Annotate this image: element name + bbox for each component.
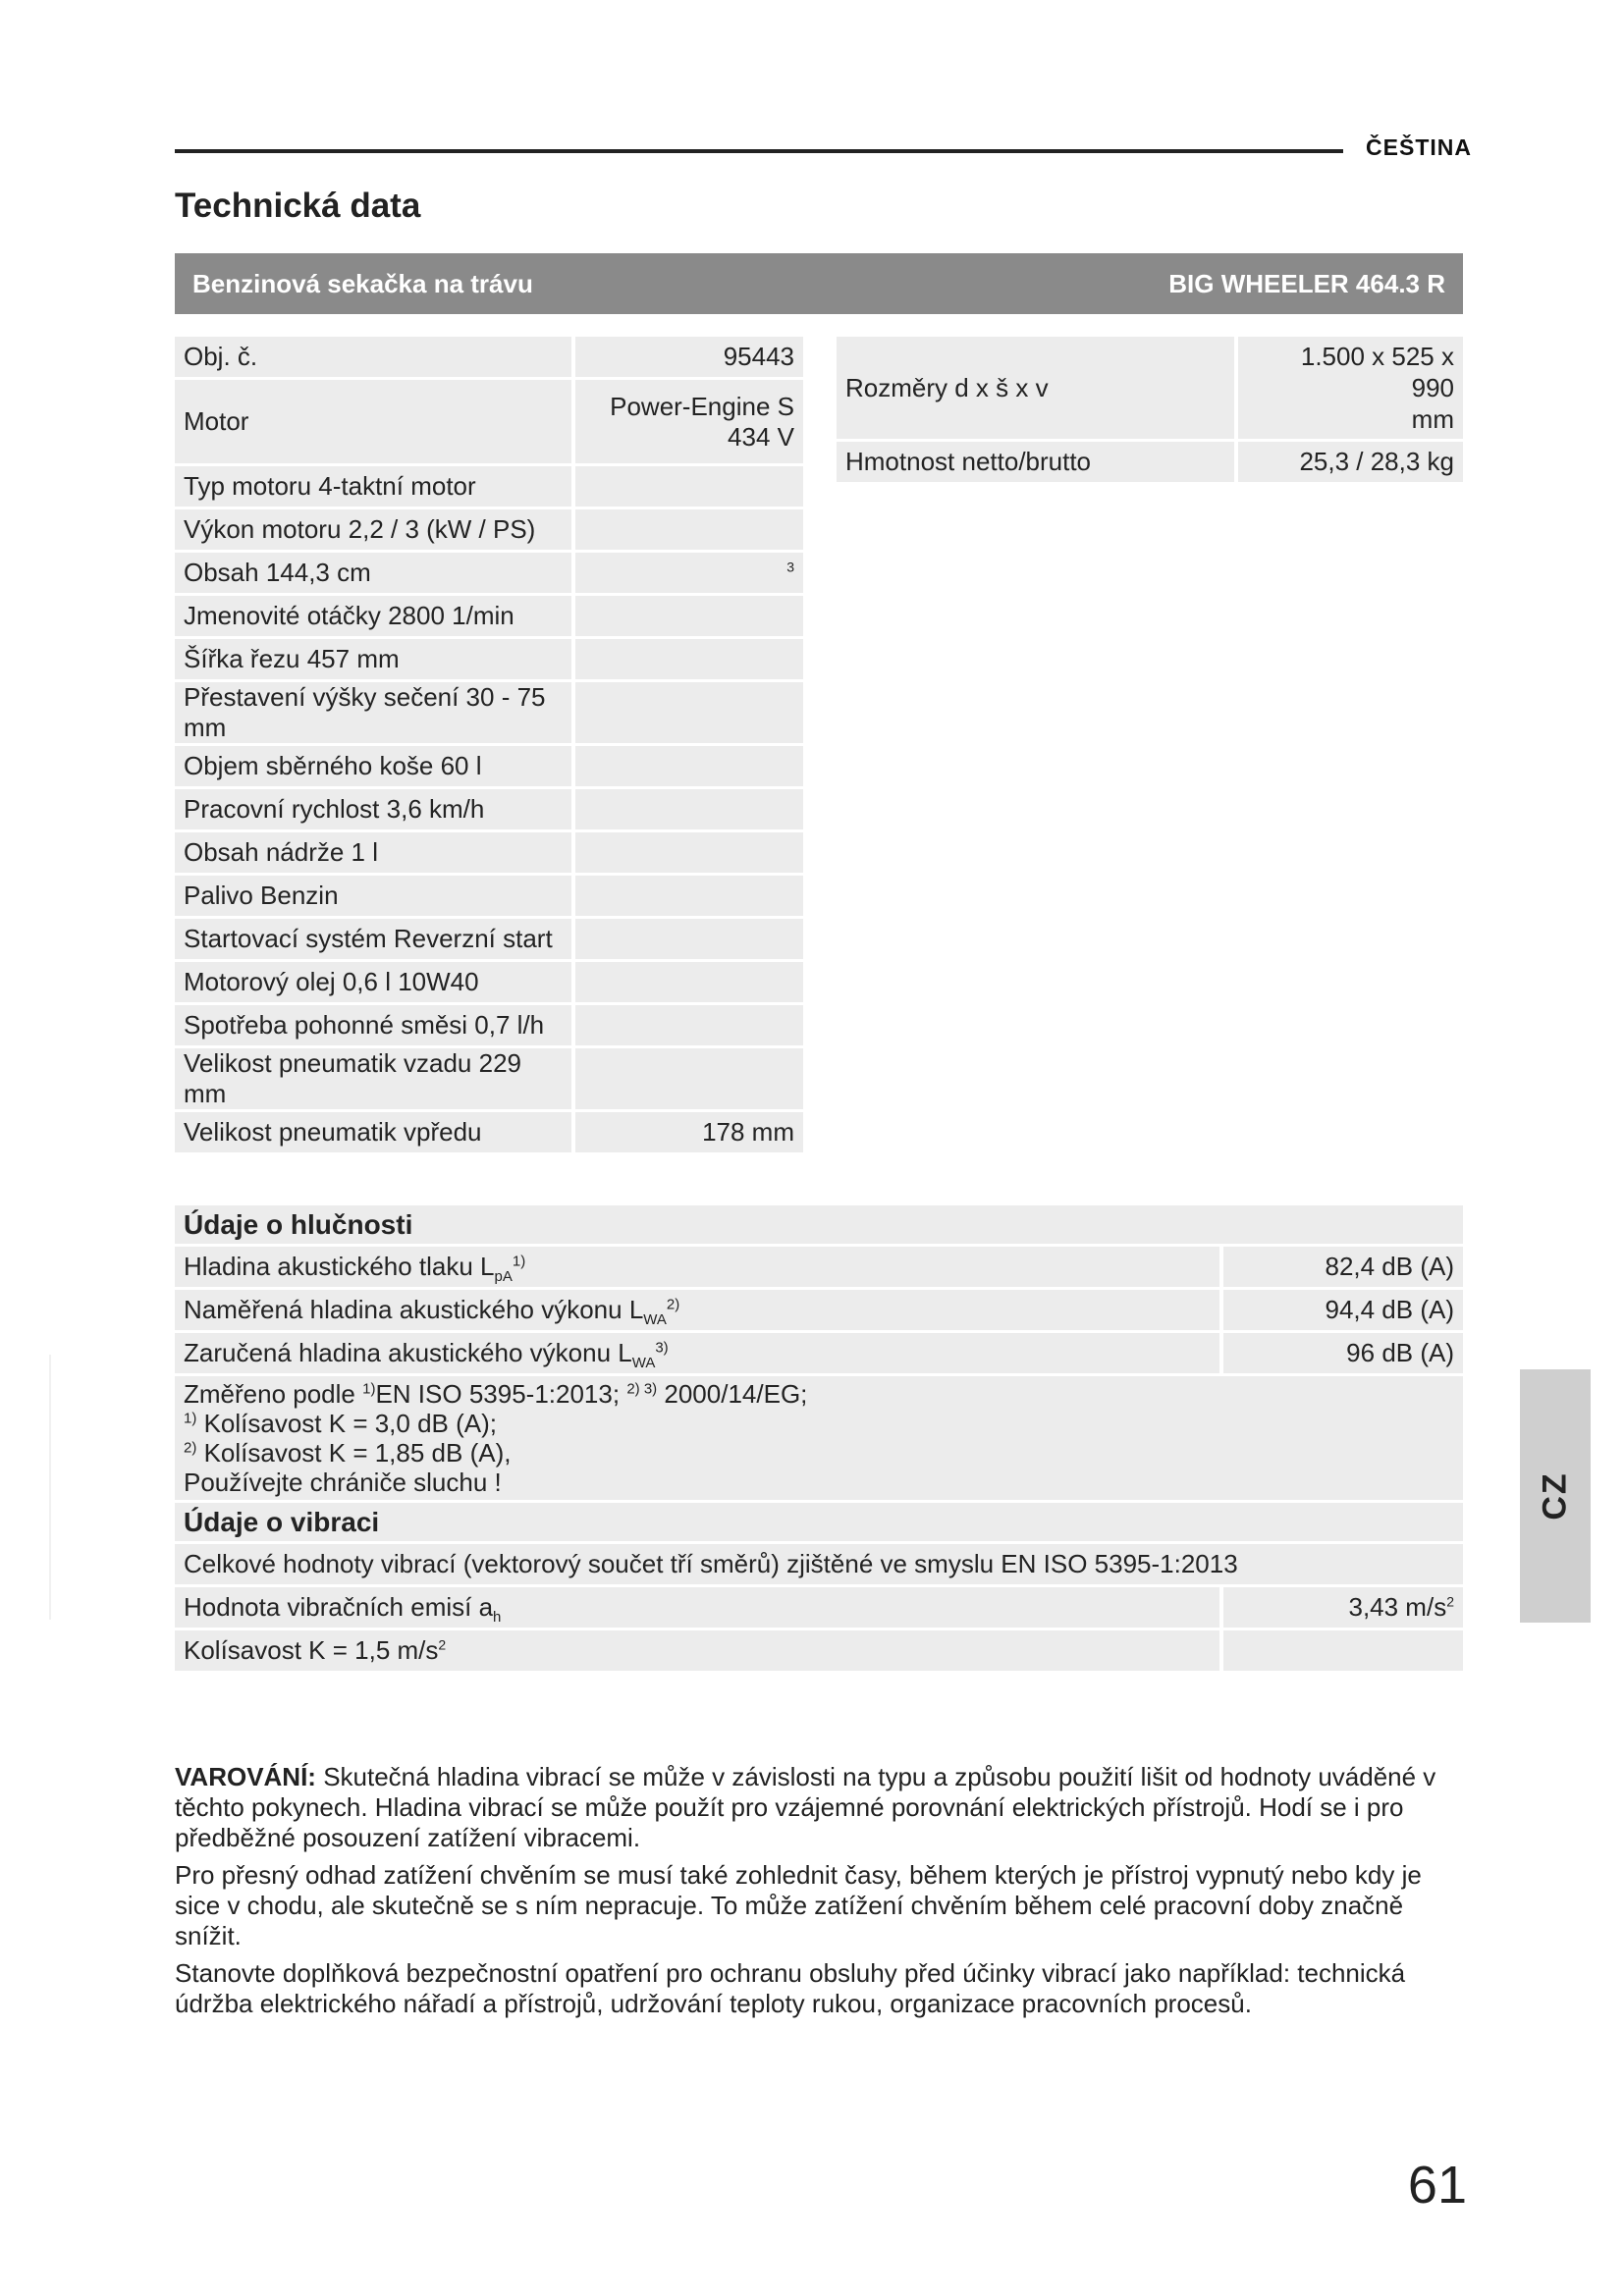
- spec-value: [571, 380, 803, 463]
- footnote-marker: 2): [666, 1296, 680, 1313]
- table-row: [175, 1333, 1463, 1373]
- table-row: [175, 1247, 1463, 1287]
- exponent: 2: [1446, 1593, 1454, 1610]
- table-row: [175, 1503, 1463, 1541]
- spec-label: Startovací systém Reverzní start: [175, 919, 571, 959]
- footnote-marker: 1): [184, 1410, 197, 1427]
- table-row: [837, 442, 1463, 482]
- table-row: [175, 1005, 803, 1045]
- label-text: Kolísavost K = 1,5 m/s: [184, 1635, 439, 1665]
- page-number: 61: [1407, 2156, 1467, 2215]
- noise-pressure-value: 82,4 dB (A): [1219, 1247, 1463, 1287]
- noise-vibration-table: [175, 1202, 1463, 1674]
- table-row: [175, 509, 803, 550]
- spec-label: Velikost pneumatik vzadu 229 mm: [175, 1048, 571, 1109]
- spec-value: [571, 1005, 803, 1045]
- vibration-k-label: [175, 1630, 1219, 1671]
- spec-label: Obsah nádrže 1 l: [175, 832, 571, 873]
- spec-value: [571, 919, 803, 959]
- spec-value-line: 434 V: [728, 421, 794, 452]
- table-row: [175, 1290, 1463, 1330]
- table-row: [175, 596, 803, 636]
- label-text: Zaručená hladina akustického výkonu L: [184, 1338, 632, 1367]
- spec-table: [175, 334, 803, 1155]
- spec-value: [571, 682, 803, 743]
- table-row: [175, 1205, 1463, 1244]
- table-row: [175, 876, 803, 916]
- spec-value: 95443: [571, 337, 803, 377]
- table-row: [175, 962, 803, 1002]
- dimensions-table: [837, 334, 1463, 485]
- spec-value: [571, 1048, 803, 1109]
- spec-label: Obsah 144,3 cm: [175, 553, 571, 593]
- table-row: [175, 380, 803, 463]
- spec-value: [571, 832, 803, 873]
- table-row: [837, 337, 1463, 439]
- exponent: 2: [438, 1636, 447, 1653]
- subscript: WA: [631, 1355, 656, 1372]
- spec-label: Velikost pneumatik vpředu: [175, 1112, 571, 1152]
- spec-label: Šířka řezu 457 mm: [175, 639, 571, 679]
- noise-guaranteed-label: [175, 1333, 1219, 1373]
- spec-value: [571, 509, 803, 550]
- table-row: [175, 919, 803, 959]
- warning-paragraph: Stanovte doplňková bezpečnostní opatření pro ochranu obsluhy před účinky vibrací jako například: technická údržba elektrického nářadí a přístrojů, udržování teploty rukou, organizace pracovních procesů.: [175, 1958, 1406, 2018]
- spec-label: Motorový olej 0,6 l 10W40: [175, 962, 571, 1002]
- table-row: [175, 639, 803, 679]
- spec-value: [571, 962, 803, 1002]
- spec-label: Výkon motoru 2,2 / 3 (kW / PS): [175, 509, 571, 550]
- spec-value: [571, 553, 803, 593]
- language-label: ČEŠTINA: [1366, 134, 1472, 160]
- side-tab-label: CZ: [1536, 1471, 1574, 1521]
- table-row: [175, 553, 803, 593]
- noise-notes: [175, 1376, 1463, 1500]
- noise-measured-value: 94,4 dB (A): [1219, 1290, 1463, 1330]
- noise-measured-label: [175, 1290, 1219, 1330]
- table-row: [175, 1544, 1463, 1584]
- table-row: [175, 337, 803, 377]
- footnote-marker: 1): [512, 1253, 526, 1270]
- spec-label: Objem sběrného koše 60 l: [175, 746, 571, 786]
- footnote-marker: 2): [184, 1439, 197, 1457]
- table-row: [175, 746, 803, 786]
- table-row: [175, 1630, 1463, 1671]
- spec-label: Přestavení výšky sečení 30 - 75 mm: [175, 682, 571, 743]
- warning-body: Skutečná hladina vibrací se může v závislosti na typu a způsobu použití lišit od hodnoty uváděné v těchto pokynech. Hladina vibrací se může použít pro vzájemné porovnání elektrických přístrojů. Hodí se i pro předběžné posouzení zatížení vibracemi.: [175, 1762, 1436, 1852]
- spec-label: Obj. č.: [175, 337, 571, 377]
- vibration-heading: Údaje o vibraci: [175, 1503, 1463, 1541]
- header-rule: [175, 149, 1343, 153]
- footnote-marker: 2) 3): [626, 1380, 658, 1398]
- spec-value: [571, 876, 803, 916]
- dims-value-line: 1.500 x 525 x: [1300, 342, 1454, 371]
- product-model: BIG WHEELER 464.3 R: [1168, 268, 1445, 298]
- dims-value-line: mm: [1411, 404, 1454, 434]
- subscript: pA: [494, 1268, 513, 1286]
- measured-according: [184, 1379, 1454, 1409]
- subscript: WA: [643, 1311, 667, 1329]
- spec-label: Spotřeba pohonné směsi 0,7 l/h: [175, 1005, 571, 1045]
- vibration-k-value: [1219, 1630, 1463, 1671]
- product-type: Benzinová sekačka na trávu: [192, 268, 533, 298]
- spec-value: [571, 466, 803, 507]
- note-text: Kolísavost K = 1,85 dB (A),: [203, 1438, 512, 1468]
- hearing-protection-note: Používejte chrániče sluchu !: [184, 1468, 502, 1497]
- label-text: Hladina akustického tlaku L: [184, 1252, 495, 1281]
- page-title: Technická data: [175, 187, 421, 225]
- uncertainty-1: [184, 1409, 1454, 1438]
- spec-value: [571, 746, 803, 786]
- spec-value: 178 mm: [571, 1112, 803, 1152]
- spec-label: Pracovní rychlost 3,6 km/h: [175, 789, 571, 829]
- spec-value-line: Power-Engine S: [610, 391, 794, 421]
- uncertainty-2: [184, 1438, 1454, 1468]
- warning-paragraph: Pro přesný odhad zatížení chvěním se musí také zohlednit časy, během kterých je přístroj vypnutý nebo kdy je sice v chodu, ale skutečně se s ním nepracuje. To může zatížení chvěním během celé pracovní doby značně snížit.: [175, 1860, 1422, 1950]
- weight-value: 25,3 / 28,3 kg: [1234, 442, 1463, 482]
- footnote-marker: 1): [362, 1380, 376, 1398]
- weight-label: Hmotnost netto/brutto: [837, 442, 1234, 482]
- spec-value: [571, 639, 803, 679]
- table-row: [175, 832, 803, 873]
- label-text: Naměřená hladina akustického výkonu L: [184, 1295, 644, 1324]
- table-row: [175, 1376, 1463, 1500]
- superscript: 3: [786, 559, 794, 575]
- spec-label: Palivo Benzin: [175, 876, 571, 916]
- footnote-marker: 3): [655, 1339, 669, 1357]
- noise-heading: Údaje o hlučnosti: [175, 1205, 1463, 1244]
- vibration-emission-value: [1219, 1587, 1463, 1628]
- spec-value: [571, 596, 803, 636]
- table-row: [175, 1112, 803, 1152]
- note-text: Kolísavost K = 3,0 dB (A);: [203, 1409, 497, 1438]
- spec-label: Jmenovité otáčky 2800 1/min: [175, 596, 571, 636]
- scan-margin-line: [49, 1355, 51, 1620]
- note-text: EN ISO 5395-1:2013;: [375, 1379, 621, 1409]
- table-row: [175, 789, 803, 829]
- language-side-tab: [1520, 1369, 1591, 1623]
- table-row: [175, 1048, 803, 1109]
- warning-paragraph: [175, 1762, 1466, 1853]
- spec-label: Typ motoru 4-taktní motor: [175, 466, 571, 507]
- value-text: 3,43 m/s: [1348, 1592, 1447, 1622]
- warning-text: [175, 1762, 1466, 2026]
- table-row: [175, 466, 803, 507]
- table-row: [175, 682, 803, 743]
- noise-pressure-label: [175, 1247, 1219, 1287]
- spec-header-bar: [175, 253, 1463, 314]
- table-row: [175, 1587, 1463, 1628]
- note-text: 2000/14/EG;: [664, 1379, 808, 1409]
- spec-label: Motor: [175, 380, 571, 463]
- subscript: h: [493, 1609, 502, 1627]
- spec-value: [571, 789, 803, 829]
- warning-label: VAROVÁNÍ:: [175, 1762, 316, 1791]
- dims-value-line: 990: [1411, 373, 1454, 402]
- label-text: Hodnota vibračních emisí a: [184, 1592, 494, 1622]
- note-text: Změřeno podle: [184, 1379, 355, 1409]
- vibration-emission-label: [175, 1587, 1219, 1628]
- vibration-total: Celkové hodnoty vibrací (vektorový součet tří směrů) zjištěné ve smyslu EN ISO 5395-1:2013: [175, 1544, 1463, 1584]
- dims-label: Rozměry d x š x v: [837, 337, 1234, 439]
- dims-value: [1234, 337, 1463, 439]
- noise-guaranteed-value: 96 dB (A): [1219, 1333, 1463, 1373]
